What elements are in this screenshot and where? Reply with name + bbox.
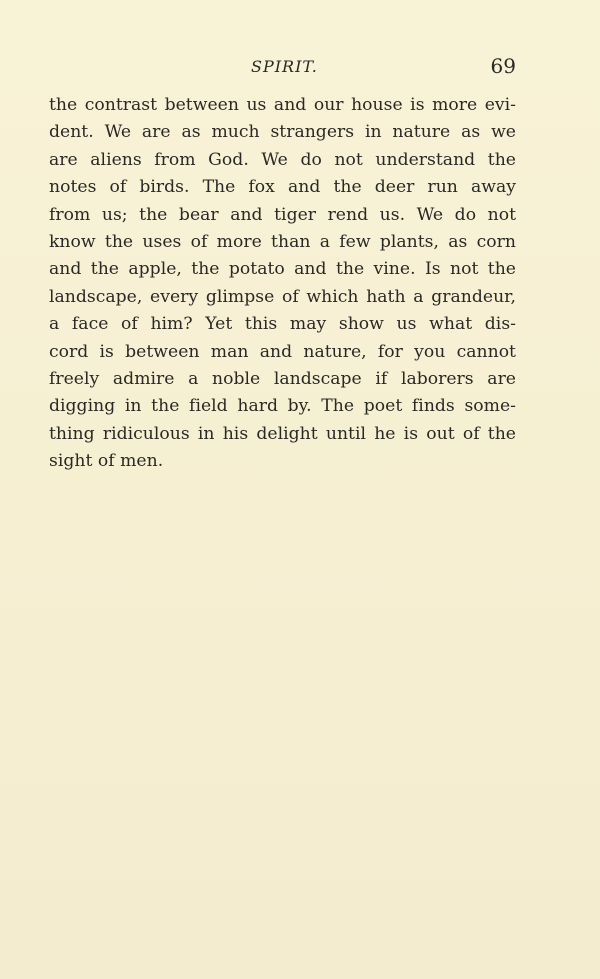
text-line-last: sight of men. <box>49 451 164 472</box>
page-header <box>48 54 516 84</box>
text-line: freely admire a noble landscape if laborers are <box>49 368 516 389</box>
text-line: dent. We are as much strangers in nature as we <box>49 122 516 143</box>
text-line: know the uses of more than a few plants, as corn <box>49 231 516 252</box>
running-head: SPIRIT. <box>251 57 318 76</box>
body-text <box>49 92 516 475</box>
text-line: digging in the field hard by. The poet finds some- <box>49 396 516 417</box>
text-line: cord is between man and nature, for you cannot <box>49 341 516 362</box>
text-line: the contrast between us and our house is more evi- <box>49 95 516 115</box>
text-line: are aliens from God. We do not understand the <box>49 149 516 170</box>
page-number: 69 <box>490 54 516 78</box>
text-line: and the apple, the potato and the vine. Is not the <box>49 259 516 280</box>
text-line: thing ridiculous in his delight until he is out of the <box>49 423 516 444</box>
text-line: from us; the bear and tiger rend us. We do not <box>49 204 516 225</box>
text-line: landscape, every glimpse of which hath a grandeur, <box>49 286 516 307</box>
text-line: notes of birds. The fox and the deer run away <box>49 177 516 198</box>
text-line: a face of him? Yet this may show us what dis- <box>49 314 516 335</box>
